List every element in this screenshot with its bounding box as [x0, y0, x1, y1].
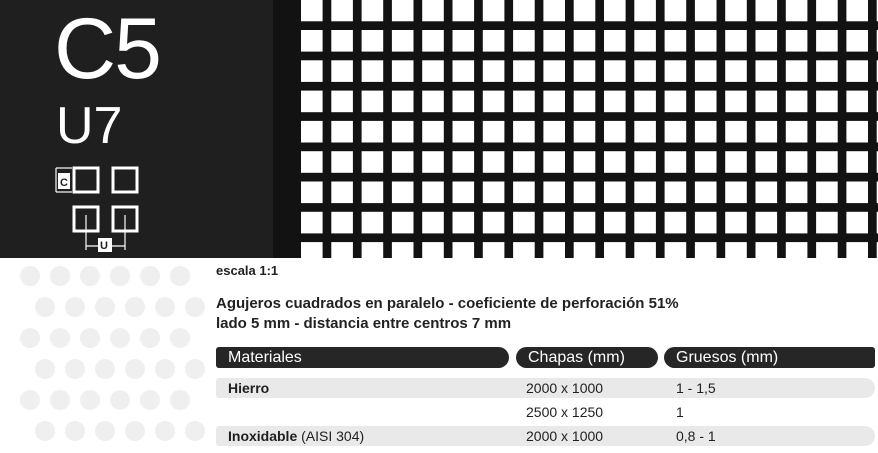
perforation-hole: [695, 121, 717, 143]
perforation-hole: [483, 182, 505, 204]
perforation-hole: [695, 0, 717, 21]
decorative-dot: [50, 390, 70, 410]
material-name: Inoxidable: [228, 428, 298, 444]
perforation-hole: [634, 91, 656, 113]
material-spec: (AISI 304): [297, 428, 365, 444]
perforation-hole: [331, 30, 353, 52]
perforation-hole: [453, 242, 475, 258]
perforation-hole: [513, 0, 535, 21]
decorative-dot: [140, 328, 160, 348]
perforation-hole: [665, 182, 687, 204]
perforation-hole: [846, 60, 868, 82]
perforation-hole: [574, 151, 596, 173]
perforation-hole: [816, 60, 838, 82]
perforation-hole: [695, 212, 717, 234]
perforation-hole: [695, 30, 717, 52]
perforation-hole: [483, 0, 505, 21]
decorative-dot: [185, 421, 205, 441]
perforation-hole: [634, 60, 656, 82]
legend-c-label: C: [60, 177, 68, 189]
perforation-hole: [543, 242, 565, 258]
perforation-hole: [483, 212, 505, 234]
perforation-hole: [756, 182, 778, 204]
perforation-hole: [725, 60, 747, 82]
product-code: C5: [54, 1, 160, 97]
perforation-hole: [725, 242, 747, 258]
perforation-hole: [695, 182, 717, 204]
perforation-hole: [846, 242, 868, 258]
perforation-hole: [453, 121, 475, 143]
perforation-hole: [786, 0, 808, 21]
perforation-hole: [604, 182, 626, 204]
perforation-hole: [634, 151, 656, 173]
perforation-hole: [331, 151, 353, 173]
perforation-hole: [816, 182, 838, 204]
perforation-hole: [786, 242, 808, 258]
decorative-dot: [65, 359, 85, 379]
perforation-hole: [362, 182, 384, 204]
perforation-hole: [301, 91, 323, 113]
decorative-dot: [110, 266, 130, 286]
perforation-hole: [634, 212, 656, 234]
chapa-cell: 2000 x 1000: [526, 380, 604, 396]
perforation-hole: [422, 182, 444, 204]
decorative-dot: [155, 297, 175, 317]
perforation-hole: [453, 182, 475, 204]
perforation-hole: [756, 30, 778, 52]
perforation-hole: [725, 212, 747, 234]
decorative-dot: [20, 266, 40, 286]
perforation-hole: [362, 151, 384, 173]
perforation-hole: [301, 0, 323, 21]
perforation-hole: [331, 121, 353, 143]
perforation-hole: [604, 60, 626, 82]
perforation-hole: [453, 91, 475, 113]
perforation-hole: [695, 242, 717, 258]
perforation-hole: [725, 151, 747, 173]
perforation-hole: [786, 30, 808, 52]
decorative-dot: [110, 390, 130, 410]
decorative-dot: [80, 266, 100, 286]
perforation-hole: [392, 151, 414, 173]
perforation-hole: [846, 91, 868, 113]
perforation-hole: [816, 242, 838, 258]
perforation-hole: [513, 182, 535, 204]
perforation-hole: [816, 151, 838, 173]
perforation-hole: [301, 182, 323, 204]
perforation-grid: [273, 0, 878, 258]
decorative-dot: [35, 297, 55, 317]
perforation-hole: [634, 0, 656, 21]
perforation-hole: [725, 30, 747, 52]
perforation-hole: [422, 91, 444, 113]
decorative-dot: [185, 297, 205, 317]
perforation-hole: [634, 30, 656, 52]
perforation-hole: [816, 30, 838, 52]
perforation-hole: [846, 121, 868, 143]
perforation-hole: [574, 30, 596, 52]
perforation-hole: [665, 151, 687, 173]
perforation-hole: [786, 151, 808, 173]
perforation-hole: [846, 0, 868, 21]
perforation-hole: [816, 212, 838, 234]
perforation-hole: [453, 212, 475, 234]
perforation-hole: [846, 182, 868, 204]
perforation-hole: [665, 121, 687, 143]
perforation-hole: [513, 30, 535, 52]
perforation-hole: [846, 30, 868, 52]
perforation-hole: [362, 91, 384, 113]
perforation-hole: [695, 151, 717, 173]
perforation-hole: [301, 121, 323, 143]
perforation-hole: [756, 242, 778, 258]
decorative-dot: [125, 297, 145, 317]
perforation-hole: [756, 60, 778, 82]
perforation-hole: [301, 212, 323, 234]
perforation-hole: [574, 0, 596, 21]
description-line-1: Agujeros cuadrados en paralelo - coeficiente de perforación 51%: [216, 295, 679, 312]
perforation-hole: [513, 151, 535, 173]
scale-label: escala 1:1: [216, 263, 279, 278]
perforation-hole: [665, 91, 687, 113]
perforation-hole: [513, 91, 535, 113]
perforation-hole: [301, 151, 323, 173]
perforation-hole: [513, 121, 535, 143]
perforation-hole: [422, 151, 444, 173]
perforation-hole: [331, 60, 353, 82]
perforation-hole: [422, 0, 444, 21]
perforation-hole: [392, 30, 414, 52]
perforation-hole: [453, 30, 475, 52]
perforation-hole: [786, 91, 808, 113]
perforation-hole: [756, 0, 778, 21]
perforation-hole: [665, 212, 687, 234]
decorative-dot: [170, 390, 190, 410]
perforation-hole: [786, 60, 808, 82]
perforation-hole: [392, 60, 414, 82]
description-line-2: lado 5 mm - distancia entre centros 7 mm: [216, 315, 512, 332]
perforation-hole: [634, 182, 656, 204]
perforation-hole: [543, 0, 565, 21]
decorative-dot: [20, 328, 40, 348]
perforation-hole: [483, 60, 505, 82]
perforation-hole: [301, 242, 323, 258]
decorative-dot: [65, 421, 85, 441]
perforation-hole: [483, 30, 505, 52]
perforation-hole: [543, 212, 565, 234]
perforation-hole: [574, 91, 596, 113]
perforation-hole: [483, 242, 505, 258]
decorative-dot: [35, 421, 55, 441]
decorative-dot: [185, 359, 205, 379]
perforation-hole: [816, 91, 838, 113]
perforation-hole: [422, 242, 444, 258]
decorative-dot: [50, 266, 70, 286]
decorative-dot: [125, 359, 145, 379]
decorative-dot: [170, 266, 190, 286]
perforation-hole: [453, 0, 475, 21]
perforation-hole: [543, 182, 565, 204]
perforation-hole: [362, 0, 384, 21]
perforation-hole: [331, 182, 353, 204]
perforation-hole: [392, 91, 414, 113]
perforation-hole: [392, 182, 414, 204]
perforation-hole: [786, 182, 808, 204]
perforation-hole: [483, 91, 505, 113]
perforation-hole: [483, 121, 505, 143]
perforation-hole: [665, 30, 687, 52]
perforation-hole: [543, 91, 565, 113]
perforation-hole: [665, 60, 687, 82]
decorative-dot: [35, 359, 55, 379]
perforation-hole: [756, 121, 778, 143]
header-materiales: Materiales: [216, 347, 509, 368]
perforation-hole: [604, 30, 626, 52]
dimension-legend-icon: [52, 160, 152, 255]
perforation-hole: [604, 212, 626, 234]
chapa-cell: 2500 x 1250: [526, 404, 604, 420]
perforation-hole: [665, 242, 687, 258]
decorative-dots: [18, 262, 208, 452]
perforation-hole: [634, 121, 656, 143]
decorative-dot: [140, 266, 160, 286]
perforation-hole: [392, 121, 414, 143]
decorative-dot: [95, 421, 115, 441]
perforation-hole: [422, 60, 444, 82]
perforation-hole: [725, 121, 747, 143]
perforation-hole: [362, 212, 384, 234]
decorative-dot: [20, 390, 40, 410]
perforation-hole: [331, 242, 353, 258]
perforation-hole: [756, 151, 778, 173]
perforation-hole: [725, 182, 747, 204]
decorative-dot: [95, 297, 115, 317]
perforation-hole: [543, 151, 565, 173]
decorative-dot: [95, 359, 115, 379]
perforation-hole: [604, 151, 626, 173]
perforation-hole: [604, 91, 626, 113]
perforation-hole: [816, 0, 838, 21]
perforation-hole: [301, 30, 323, 52]
perforation-hole: [786, 121, 808, 143]
decorative-dot: [80, 328, 100, 348]
perforation-hole: [786, 212, 808, 234]
perforation-hole: [604, 121, 626, 143]
perforation-hole: [453, 60, 475, 82]
perforation-hole: [513, 60, 535, 82]
decorative-dot: [65, 297, 85, 317]
perforation-hole: [756, 212, 778, 234]
perforation-hole: [665, 0, 687, 21]
perforation-hole: [725, 0, 747, 21]
perforation-hole: [574, 242, 596, 258]
perforation-hole: [392, 212, 414, 234]
perforation-hole: [695, 60, 717, 82]
perforation-hole: [453, 151, 475, 173]
legend-u-label: U: [100, 240, 108, 252]
grueso-cell: 0,8 - 1: [676, 428, 716, 444]
material-cell: Hierro: [228, 380, 270, 396]
perforation-hole: [331, 0, 353, 21]
perforation-hole: [756, 91, 778, 113]
perforation-hole: [513, 212, 535, 234]
perforation-hole: [392, 242, 414, 258]
chapa-cell: 2000 x 1000: [526, 428, 604, 444]
decorative-dot: [50, 328, 70, 348]
perforation-hole: [574, 60, 596, 82]
perforation-hole: [422, 212, 444, 234]
decorative-dot: [155, 421, 175, 441]
perforation-hole: [634, 242, 656, 258]
perforation-hole: [513, 242, 535, 258]
decorative-dot: [80, 390, 100, 410]
perforation-hole: [604, 0, 626, 21]
perforation-hole: [846, 212, 868, 234]
perforation-hole: [604, 242, 626, 258]
perforation-hole: [725, 91, 747, 113]
perforation-hole: [422, 30, 444, 52]
header-chapas: Chapas (mm): [516, 347, 658, 368]
perforation-hole: [574, 182, 596, 204]
perforation-hole: [422, 121, 444, 143]
decorative-dot: [155, 359, 175, 379]
material-cell: [228, 426, 364, 446]
perforation-hole: [816, 121, 838, 143]
perforation-hole: [483, 151, 505, 173]
perforation-hole: [362, 30, 384, 52]
decorative-dot: [110, 328, 130, 348]
perforation-hole: [331, 91, 353, 113]
perforation-hole: [574, 212, 596, 234]
grueso-cell: 1: [676, 404, 684, 420]
perforation-hole: [574, 121, 596, 143]
decorative-dot: [125, 421, 145, 441]
perforation-hole: [543, 121, 565, 143]
perforation-hole: [543, 60, 565, 82]
decorative-dot: [170, 328, 190, 348]
perforation-hole: [362, 121, 384, 143]
grueso-cell: 1 - 1,5: [676, 380, 716, 396]
product-subcode: U7: [56, 97, 123, 155]
perforation-hole: [362, 242, 384, 258]
perforation-hole: [392, 0, 414, 21]
header-gruesos: Gruesos (mm): [664, 347, 875, 368]
perforation-hole: [695, 91, 717, 113]
perforation-hole: [331, 212, 353, 234]
perforation-hole: [362, 60, 384, 82]
perforation-hole: [543, 30, 565, 52]
decorative-dot: [140, 390, 160, 410]
perforation-hole: [846, 151, 868, 173]
product-code-panel: [0, 0, 273, 258]
perforation-hole: [301, 60, 323, 82]
